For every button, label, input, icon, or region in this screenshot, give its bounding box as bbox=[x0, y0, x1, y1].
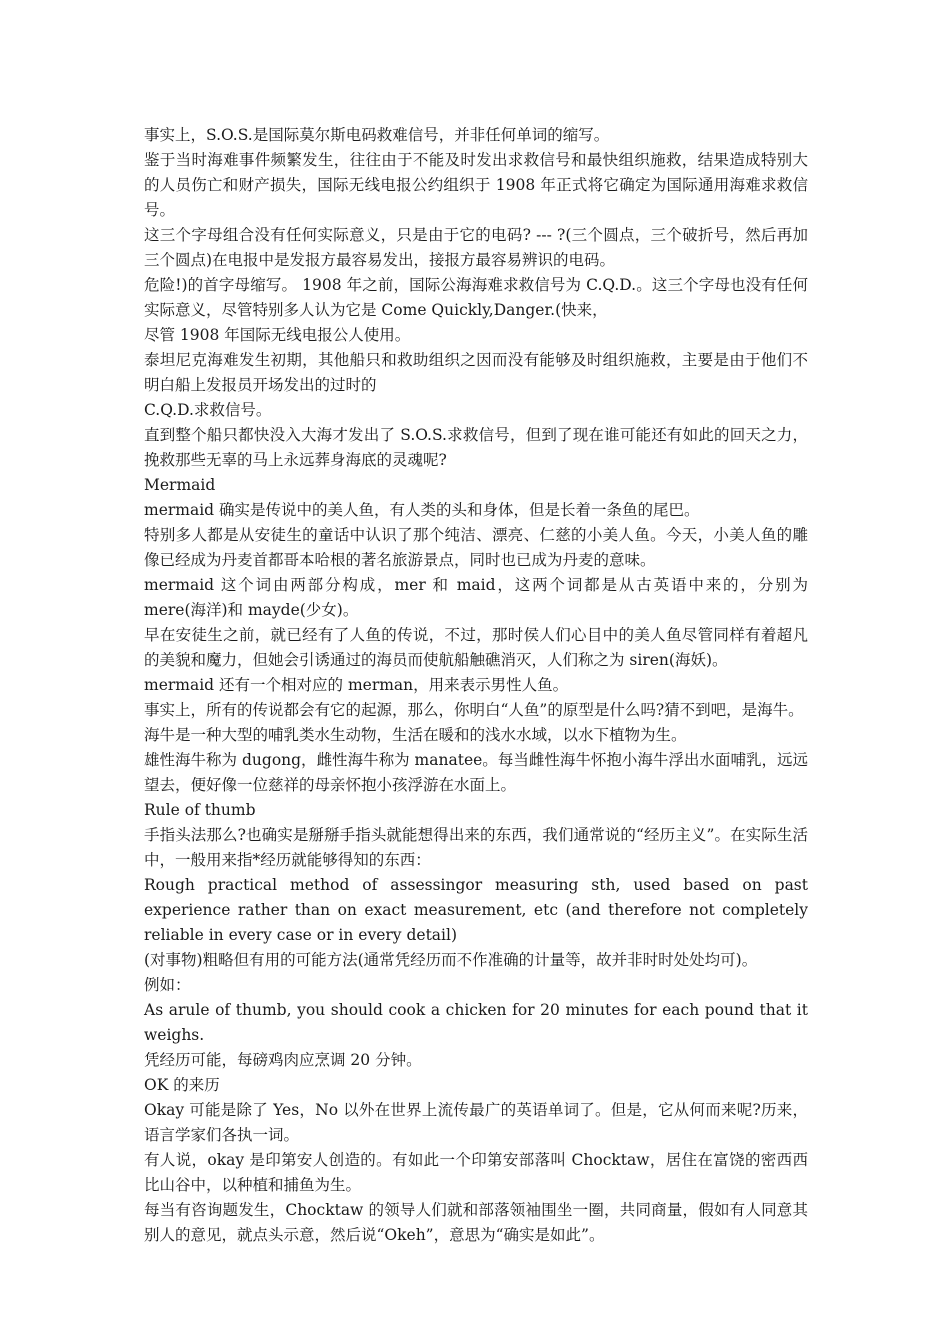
paragraph: 手指头法那么?也确实是掰掰手指头就能想得出来的东西，我们通常说的“经历主义”。在实际生活中，一般用来指*经历就能够得知的东西： bbox=[144, 826, 808, 869]
paragraph: 直到整个船只都快没入大海才发出了 S.O.S.求救信号，但到了现在谁可能还有如此的回天之力，挽救那些无辜的马上永远葬身海底的灵魂呢? bbox=[144, 426, 808, 469]
paragraph: 雄性海牛称为 dugong，雌性海牛称为 manatee。每当雌性海牛怀抱小海牛浮出水面哺乳，远远望去，便好像一位慈祥的母亲怀抱小孩浮游在水面上。 bbox=[144, 751, 808, 794]
paragraph: Okay 可能是除了 Yes，No 以外在世界上流传最广的英语单词了。但是，它从何而来呢?历来，语言学家们各执一词。 bbox=[144, 1101, 808, 1144]
paragraph: 鉴于当时海难事件频繁发生，往往由于不能及时发出求救信号和最快组织施救，结果造成特别大的人员伤亡和财产损失，国际无线电报公约组织于 1908 年正式将它确定为国际通用海难求救信号。 bbox=[144, 151, 808, 219]
section-heading: Rule of thumb bbox=[144, 801, 256, 819]
paragraph: 泰坦尼克海难发生初期，其他船只和救助组织之因而没有能够及时组织施救，主要是由于他们不明白船上发报员开场发出的过时的 bbox=[144, 351, 808, 394]
section-heading: Mermaid bbox=[144, 476, 216, 494]
paragraph: (对事物)粗略但有用的可能方法(通常凭经历而不作准确的计量等，故并非时时处处均可)。 bbox=[144, 951, 758, 969]
section-heading: OK 的来历 bbox=[144, 1076, 220, 1094]
paragraph: mermaid 确实是传说中的美人鱼，有人类的头和身体，但是长着一条鱼的尾巴。 bbox=[144, 501, 700, 519]
paragraph: 事实上，S.O.S.是国际莫尔斯电码救难信号，并非任何单词的缩写。 bbox=[144, 126, 610, 144]
paragraph: 危险!)的首字母缩写。 1908 年之前，国际公海海难求救信号为 C.Q.D.。这三个字母也没有任何实际意义，尽管特别多人认为它是 Come Quickly,Danger.(快来， bbox=[144, 276, 808, 319]
paragraph: As arule of thumb, you should cook a chicken for 20 minutes for each pound that it weighs. bbox=[144, 1001, 808, 1044]
paragraph: 凭经历可能，每磅鸡肉应烹调 20 分钟。 bbox=[144, 1051, 422, 1069]
paragraph: mermaid 还有一个相对应的 merman，用来表示男性人鱼。 bbox=[144, 676, 569, 694]
paragraph: 每当有咨询题发生，Chocktaw 的领导人们就和部落领袖围坐一圈，共同商量，假如有人同意其别人的意见，就点头示意，然后说“Okeh”，意思为“确实是如此”。 bbox=[144, 1201, 808, 1244]
paragraph: 特别多人都是从安徒生的童话中认识了那个纯洁、漂亮、仁慈的小美人鱼。今天，小美人鱼的雕像已经成为丹麦首都哥本哈根的著名旅游景点，同时也已成为丹麦的意味。 bbox=[144, 526, 808, 569]
paragraph: 尽管 1908 年国际无线电报公人使用。 bbox=[144, 326, 411, 344]
paragraph: mermaid 这个词由两部分构成，mer 和 maid，这两个词都是从古英语中来的，分别为 mere(海洋)和 mayde(少女)。 bbox=[144, 576, 808, 619]
paragraph: 海牛是一种大型的哺乳类水生动物，生活在暖和的浅水水域，以水下植物为生。 bbox=[144, 726, 687, 744]
paragraph: 这三个字母组合没有任何实际意义，只是由于它的电码? --- ?(三个圆点，三个破折号，然后再加三个圆点)在电报中是发报方最容易发出，接报方最容易辨识的电码。 bbox=[144, 226, 808, 269]
paragraph: Rough practical method of assessingor measuring sth, used based on past experience rather than on exact measurement, etc (and therefore not completely reliable in every case or in every detail) bbox=[144, 876, 808, 944]
paragraph: 有人说，okay 是印第安人创造的。有如此一个印第安部落叫 Chocktaw，居住在富饶的密西西比山谷中，以种植和捕鱼为生。 bbox=[144, 1151, 808, 1194]
paragraph: 事实上，所有的传说都会有它的起源，那么，你明白“人鱼”的原型是什么吗?猜不到吧，是海牛。 bbox=[144, 701, 804, 719]
paragraph: 早在安徒生之前，就已经有了人鱼的传说，不过，那时侯人们心目中的美人鱼尽管同样有着超凡的美貌和魔力，但她会引诱通过的海员而使航船触礁消灭，人们称之为 siren(海妖)。 bbox=[144, 626, 808, 669]
body-text bbox=[144, 123, 808, 1248]
paragraph: 例如： bbox=[144, 976, 191, 994]
paragraph: C.Q.D.求救信号。 bbox=[144, 401, 272, 419]
